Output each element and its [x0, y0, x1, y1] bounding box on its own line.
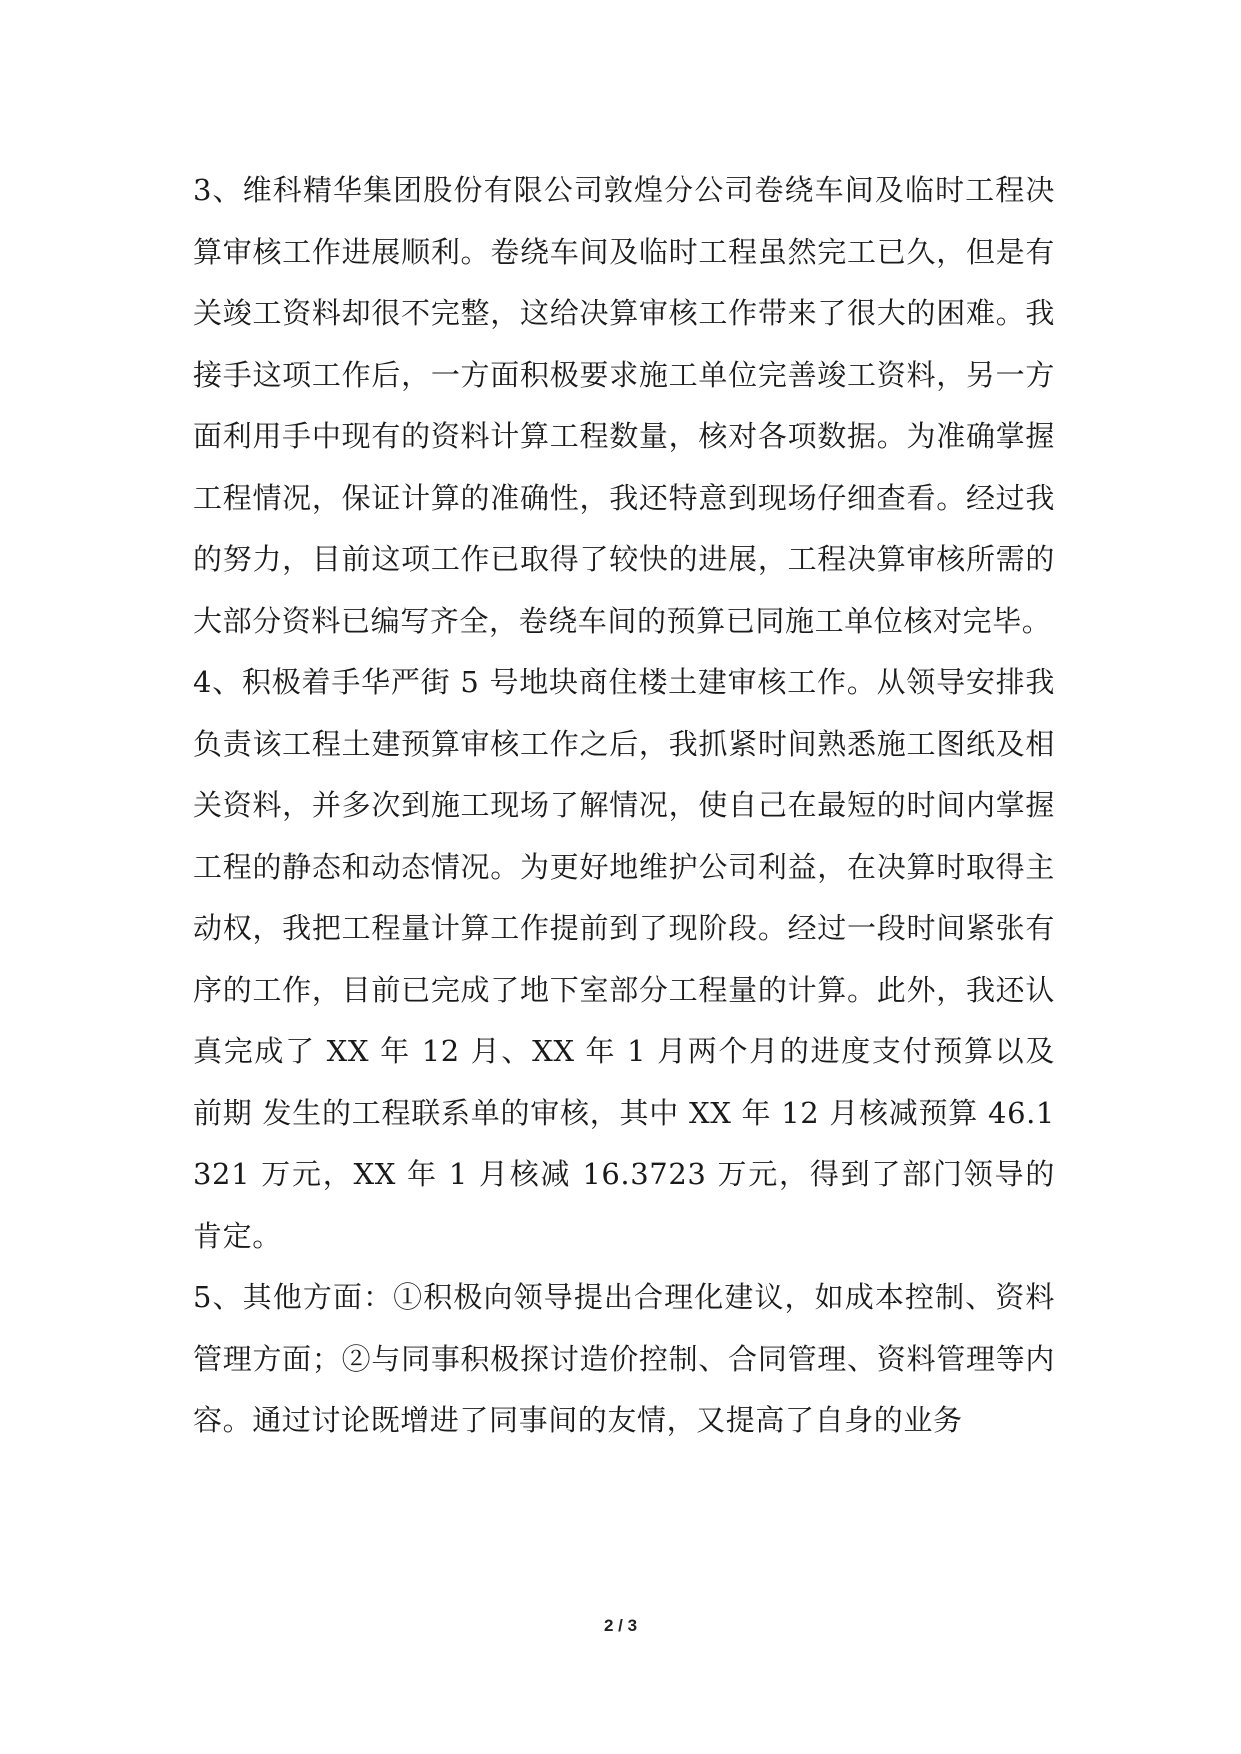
document-body [193, 160, 1055, 1452]
paragraph-3: 3、维科精华集团股份有限公司敦煌分公司卷绕车间及临时工程决算审核工作进展顺利。卷绕车间及临时工程虽然完工已久，但是有关竣工资料却很不完整，这给决算审核工作带来了很大的困难。我接手这项工作后，一方面积极要求施工单位完善竣工资料，另一方面利用手中现有的资料计算工程数量，核对各项数据。为准确掌握工程情况，保证计算的准确性，我还特意到现场仔细查看。经过我的努力，目前这项工作已取得了较快的进展，工程决算审核所需的大部分资料已编写齐全，卷绕车间的预算已同施工单位核对完毕。 [193, 173, 1055, 638]
page-number: 2 / 3 [603, 1616, 638, 1635]
paragraph-5: 5、其他方面：①积极向领导提出合理化建议，如成本控制、资料管理方面；②与同事积极探讨造价控制、合同管理、资料管理等内容。通过讨论既增进了同事间的友情，又提高了自身的业务 [193, 1280, 1055, 1437]
paragraph-4: 4、积极着手华严街 5 号地块商住楼土建审核工作。从领导安排我负责该工程土建预算审核工作之后，我抓紧时间熟悉施工图纸及相关资料，并多次到施工现场了解情况，使自己在最短的时间内掌握工程的静态和动态情况。为更好地维护公司利益，在决算时取得主动权，我把工程量计算工作提前到了现阶段。经过一段时间紧张有序的工作，目前已完成了地下室部分工程量的计算。此外，我还认真完成了 XX 年 12 月、XX 年 1 月两个月的进度支付预算以及前期 发生的工程联系单的审核，其中 XX 年 12 月核减预算 46.1321 万元，XX 年 1 月核减 16.3723 万元，得到了部门领导的肯定。 [193, 665, 1055, 1253]
